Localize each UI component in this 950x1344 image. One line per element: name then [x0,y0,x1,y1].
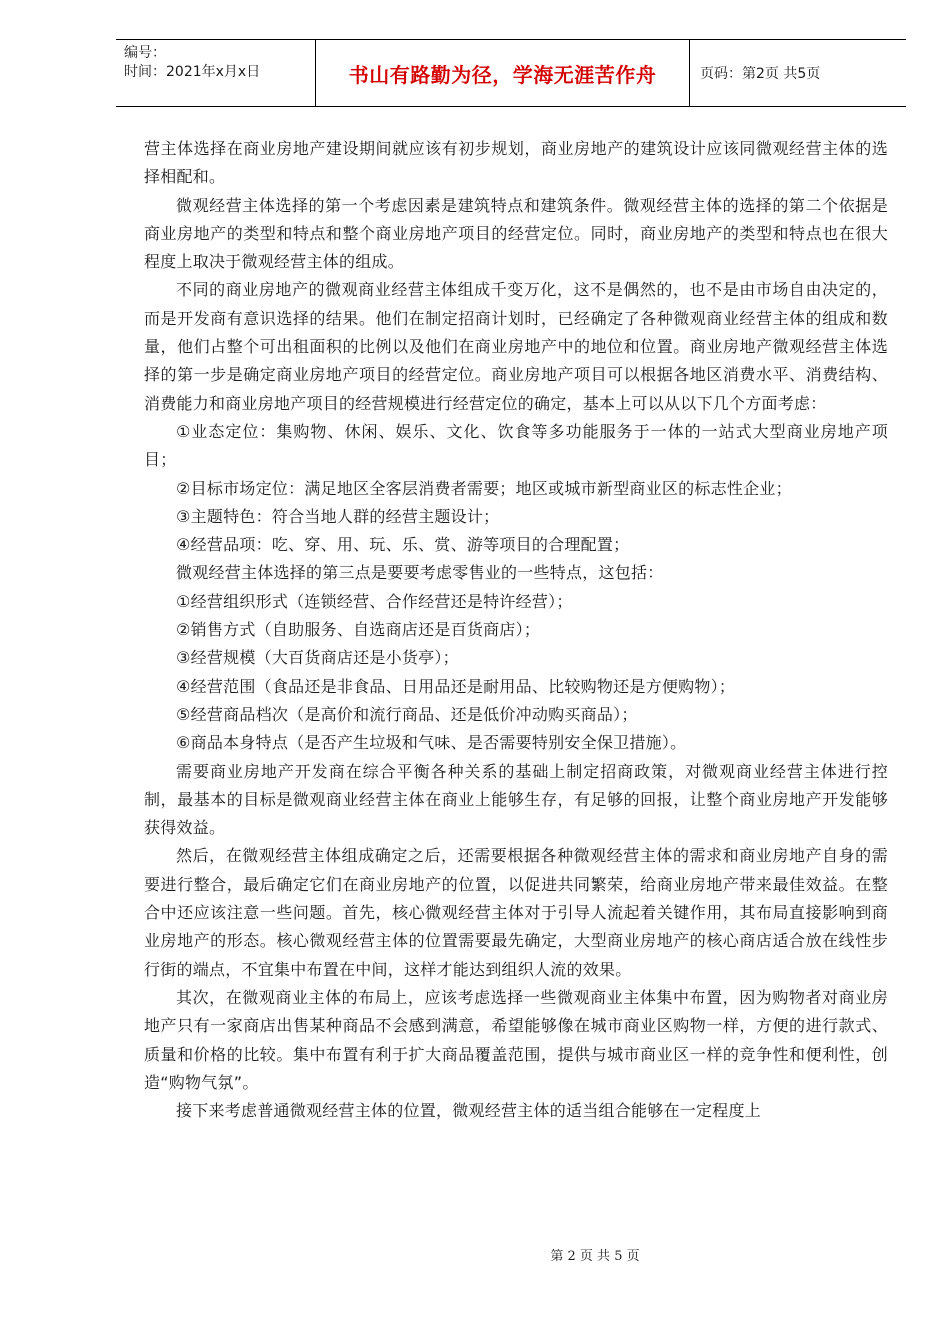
document-header [116,39,906,107]
footer-page-number: 第 2 页 共 5 页 [550,1249,640,1264]
list-item: ③经营规模（大百货商店还是小货亭）； [176,648,459,668]
paragraph: 不同的商业房地产的微观商业经营主体组成千变万化，这不是偶然的，也不是由市场自由决定的，而是开发商有意识选择的结果。他们在制定招商计划时，已经确定了各种微观商业经营主体的组成和数量，他们占整个可出租面积的比例以及他们在商业房地产中的地位和位置。商业房地产微观经营主体选择的第一步是确定商业房地产项目的经营定位。商业房地产项目可以根据各地区消费水平、消费结构、消费能力和商业房地产项目的经营规模进行经营定位的确定，基本上可以从以下几个方面考虑： [144,280,888,413]
list-item: ④经营品项：吃、穿、用、玩、乐、赏、游等项目的合理配置； [176,535,630,555]
paragraph: 微观经营主体选择的第三点是要要考虑零售业的一些特点，这包括： [176,563,664,583]
list-item: ①业态定位：集购物、休闲、娱乐、文化、饮食等多功能服务于一体的一站式大型商业房地产项目； [144,421,888,470]
header-motto: 书山有路勤为径，学海无涯苦作舟 [316,40,690,106]
page-footer [0,1245,950,1264]
list-item: ②目标市场定位：满足地区全客层消费者需要；地区或城市新型商业区的标志性企业； [176,478,792,498]
list-item: ⑤经营商品档次（是高价和流行商品、还是低价冲动购买商品）； [176,704,638,724]
paragraph: 然后，在微观经营主体组成确定之后，还需要根据各种微观经营主体的需求和商业房地产自身的需要进行整合，最后确定它们在商业房地产的位置，以促进共同繁荣，给商业房地产带来最佳效益。在整合中还应该注意一些问题。首先，核心微观经营主体对于引导人流起着关键作用，其布局直接影响到商业房地产的形态。核心微观经营主体的位置需要最先确定，大型商业房地产的核心商店适合放在线性步行街的端点，不宜集中布置在中间，这样才能达到组织人流的效果。 [144,846,888,979]
list-item: ②销售方式（自助服务、自选商店还是百货商店）； [176,620,541,640]
document-body [144,135,888,1125]
time-label: 时间：2021年x月x日 [124,64,261,80]
number-label: 编号： [124,45,166,61]
list-item: ⑥商品本身特点（是否产生垃圾和气味、是否需要特别安全保卫措施）。 [176,733,687,753]
paragraph: 其次，在微观商业主体的布局上，应该考虑选择一些微观商业主体集中布置，因为购物者对商业房地产只有一家商店出售某种商品不会感到满意，希望能够像在城市商业区购物一样，方便的进行款式、质量和价格的比较。集中布置有利于扩大商品覆盖范围，提供与城市商业区一样的竞争性和便利性，创造“购物气氛”。 [144,987,888,1092]
paragraph: 微观经营主体选择的第一个考虑因素是建筑特点和建筑条件。微观经营主体的选择的第二个依据是商业房地产的类型和特点和整个商业房地产项目的经营定位。同时，商业房地产的类型和特点也在很大程度上取决于微观经营主体的组成。 [144,195,888,272]
list-item: ③主题特色：符合当地人群的经营主题设计； [176,506,500,526]
header-page-label: 页码：第2页 共5页 [700,66,821,82]
header-meta [116,40,316,106]
paragraph: 接下来考虑普通微观经营主体的位置，微观经营主体的适当组合能够在一定程度上 [176,1101,762,1121]
list-item: ①经营组织形式（连锁经营、合作经营还是特许经营）； [176,591,573,611]
list-item: ④经营范围（食品还是非食品、日用品还是耐用品、比较购物还是方便购物）； [176,676,736,696]
paragraph: 营主体选择在商业房地产建设期间就应该有初步规划，商业房地产的建筑设计应该同微观经营主体的选择相配和。 [144,139,888,187]
paragraph: 需要商业房地产开发商在综合平衡各种关系的基础上制定招商政策，对微观商业经营主体进行控制，最基本的目标是微观商业经营主体在商业上能够生存，有足够的回报，让整个商业房地产开发能够获得效益。 [144,761,888,838]
